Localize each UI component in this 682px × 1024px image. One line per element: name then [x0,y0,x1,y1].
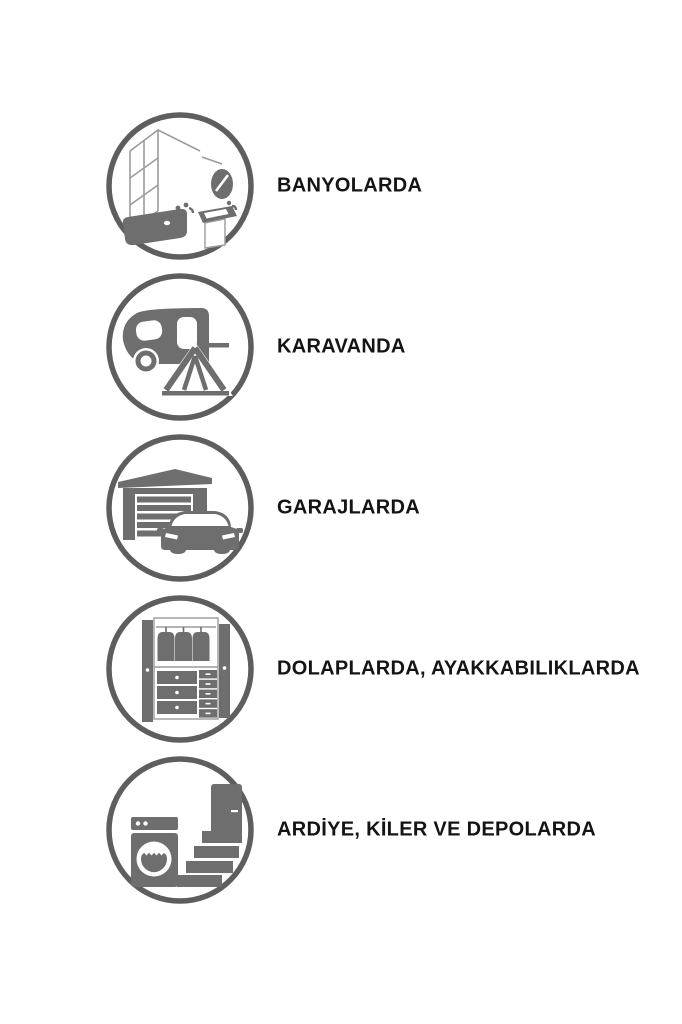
feature-label-wardrobe: DOLAPLARDA, AYAKKABILIKLARDA [277,657,640,680]
feature-row-garage [0,433,682,583]
feature-row-caravan [0,272,682,422]
caravan-icon [105,272,255,422]
bathroom-icon [105,111,255,261]
feature-label-caravan: KARAVANDA [277,335,406,358]
feature-label-storage: ARDİYE, KİLER VE DEPOLARDA [277,818,596,841]
wardrobe-icon [105,594,255,744]
feature-row-bathrooms [0,111,682,261]
feature-row-wardrobe [0,594,682,744]
storage-icon [105,755,255,905]
feature-label-garage: GARAJLARDA [277,496,420,519]
feature-row-storage [0,755,682,905]
garage-icon [105,433,255,583]
feature-label-bathrooms: BANYOLARDA [277,174,423,197]
